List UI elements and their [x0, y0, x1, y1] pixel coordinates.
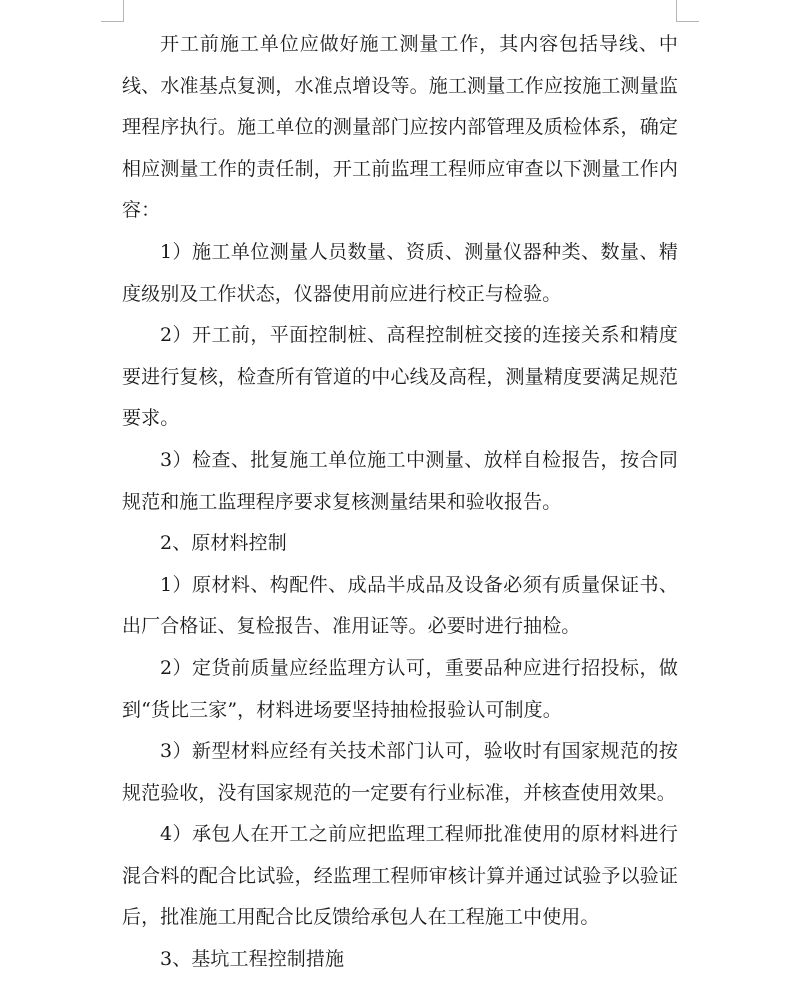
document-body	[122, 24, 678, 971]
paragraph-materials-item-3: 3）新型材料应经有关技术部门认可，验收时有国家规范的按规范验收，没有国家规范的一定要有行业标准，并核查使用效果。	[122, 740, 678, 804]
top-right-margin-mark	[676, 0, 699, 22]
paragraph-survey-item-3: 3）检查、批复施工单位施工中测量、放样自检报告，按合同规范和施工监理程序要求复核测量结果和验收报告。	[122, 448, 678, 513]
paragraph-survey-intro: 开工前施工单位应做好施工测量工作，其内容包括导线、中线、水准基点复测，水准点增设等。施工测量工作应按施工测量监理程序执行。施工单位的测量部门应按内部管理及质检体系，确定相应测量工作的责任制，开工前监理工程师应审查以下测量工作内容：	[122, 33, 678, 222]
paragraph-survey-item-1: 1）施工单位测量人员数量、资质、测量仪器种类、数量、精度级别及工作状态，仪器使用前应进行校正与检验。	[122, 240, 678, 305]
paragraph-survey-item-2: 2）开工前，平面控制桩、高程控制桩交接的连接关系和精度要进行复核，检查所有管道的中心线及高程，测量精度要满足规范要求。	[122, 324, 678, 430]
section-heading-materials: 2、原材料控制	[160, 532, 287, 555]
top-left-margin-mark	[101, 0, 124, 22]
paragraph-materials-item-1: 1）原材料、构配件、成品半成品及设备必须有质量保证书、出厂合格证、复检报告、准用证等。必要时进行抽检。	[122, 573, 678, 638]
paragraph-materials-item-2: 2）定货前质量应经监理方认可，重要品种应进行招投标，做到“货比三家”，材料进场要坚持抽检报验认可制度。	[122, 656, 678, 721]
section-heading-foundation-pit: 3、基坑工程控制措施	[160, 948, 345, 971]
paragraph-materials-item-4: 4）承包人在开工之前应把监理工程师批准使用的原材料进行混合料的配合比试验，经监理工程师审核计算并通过试验予以验证后，批准施工用配合比反馈给承包人在工程施工中使用。	[122, 823, 678, 929]
